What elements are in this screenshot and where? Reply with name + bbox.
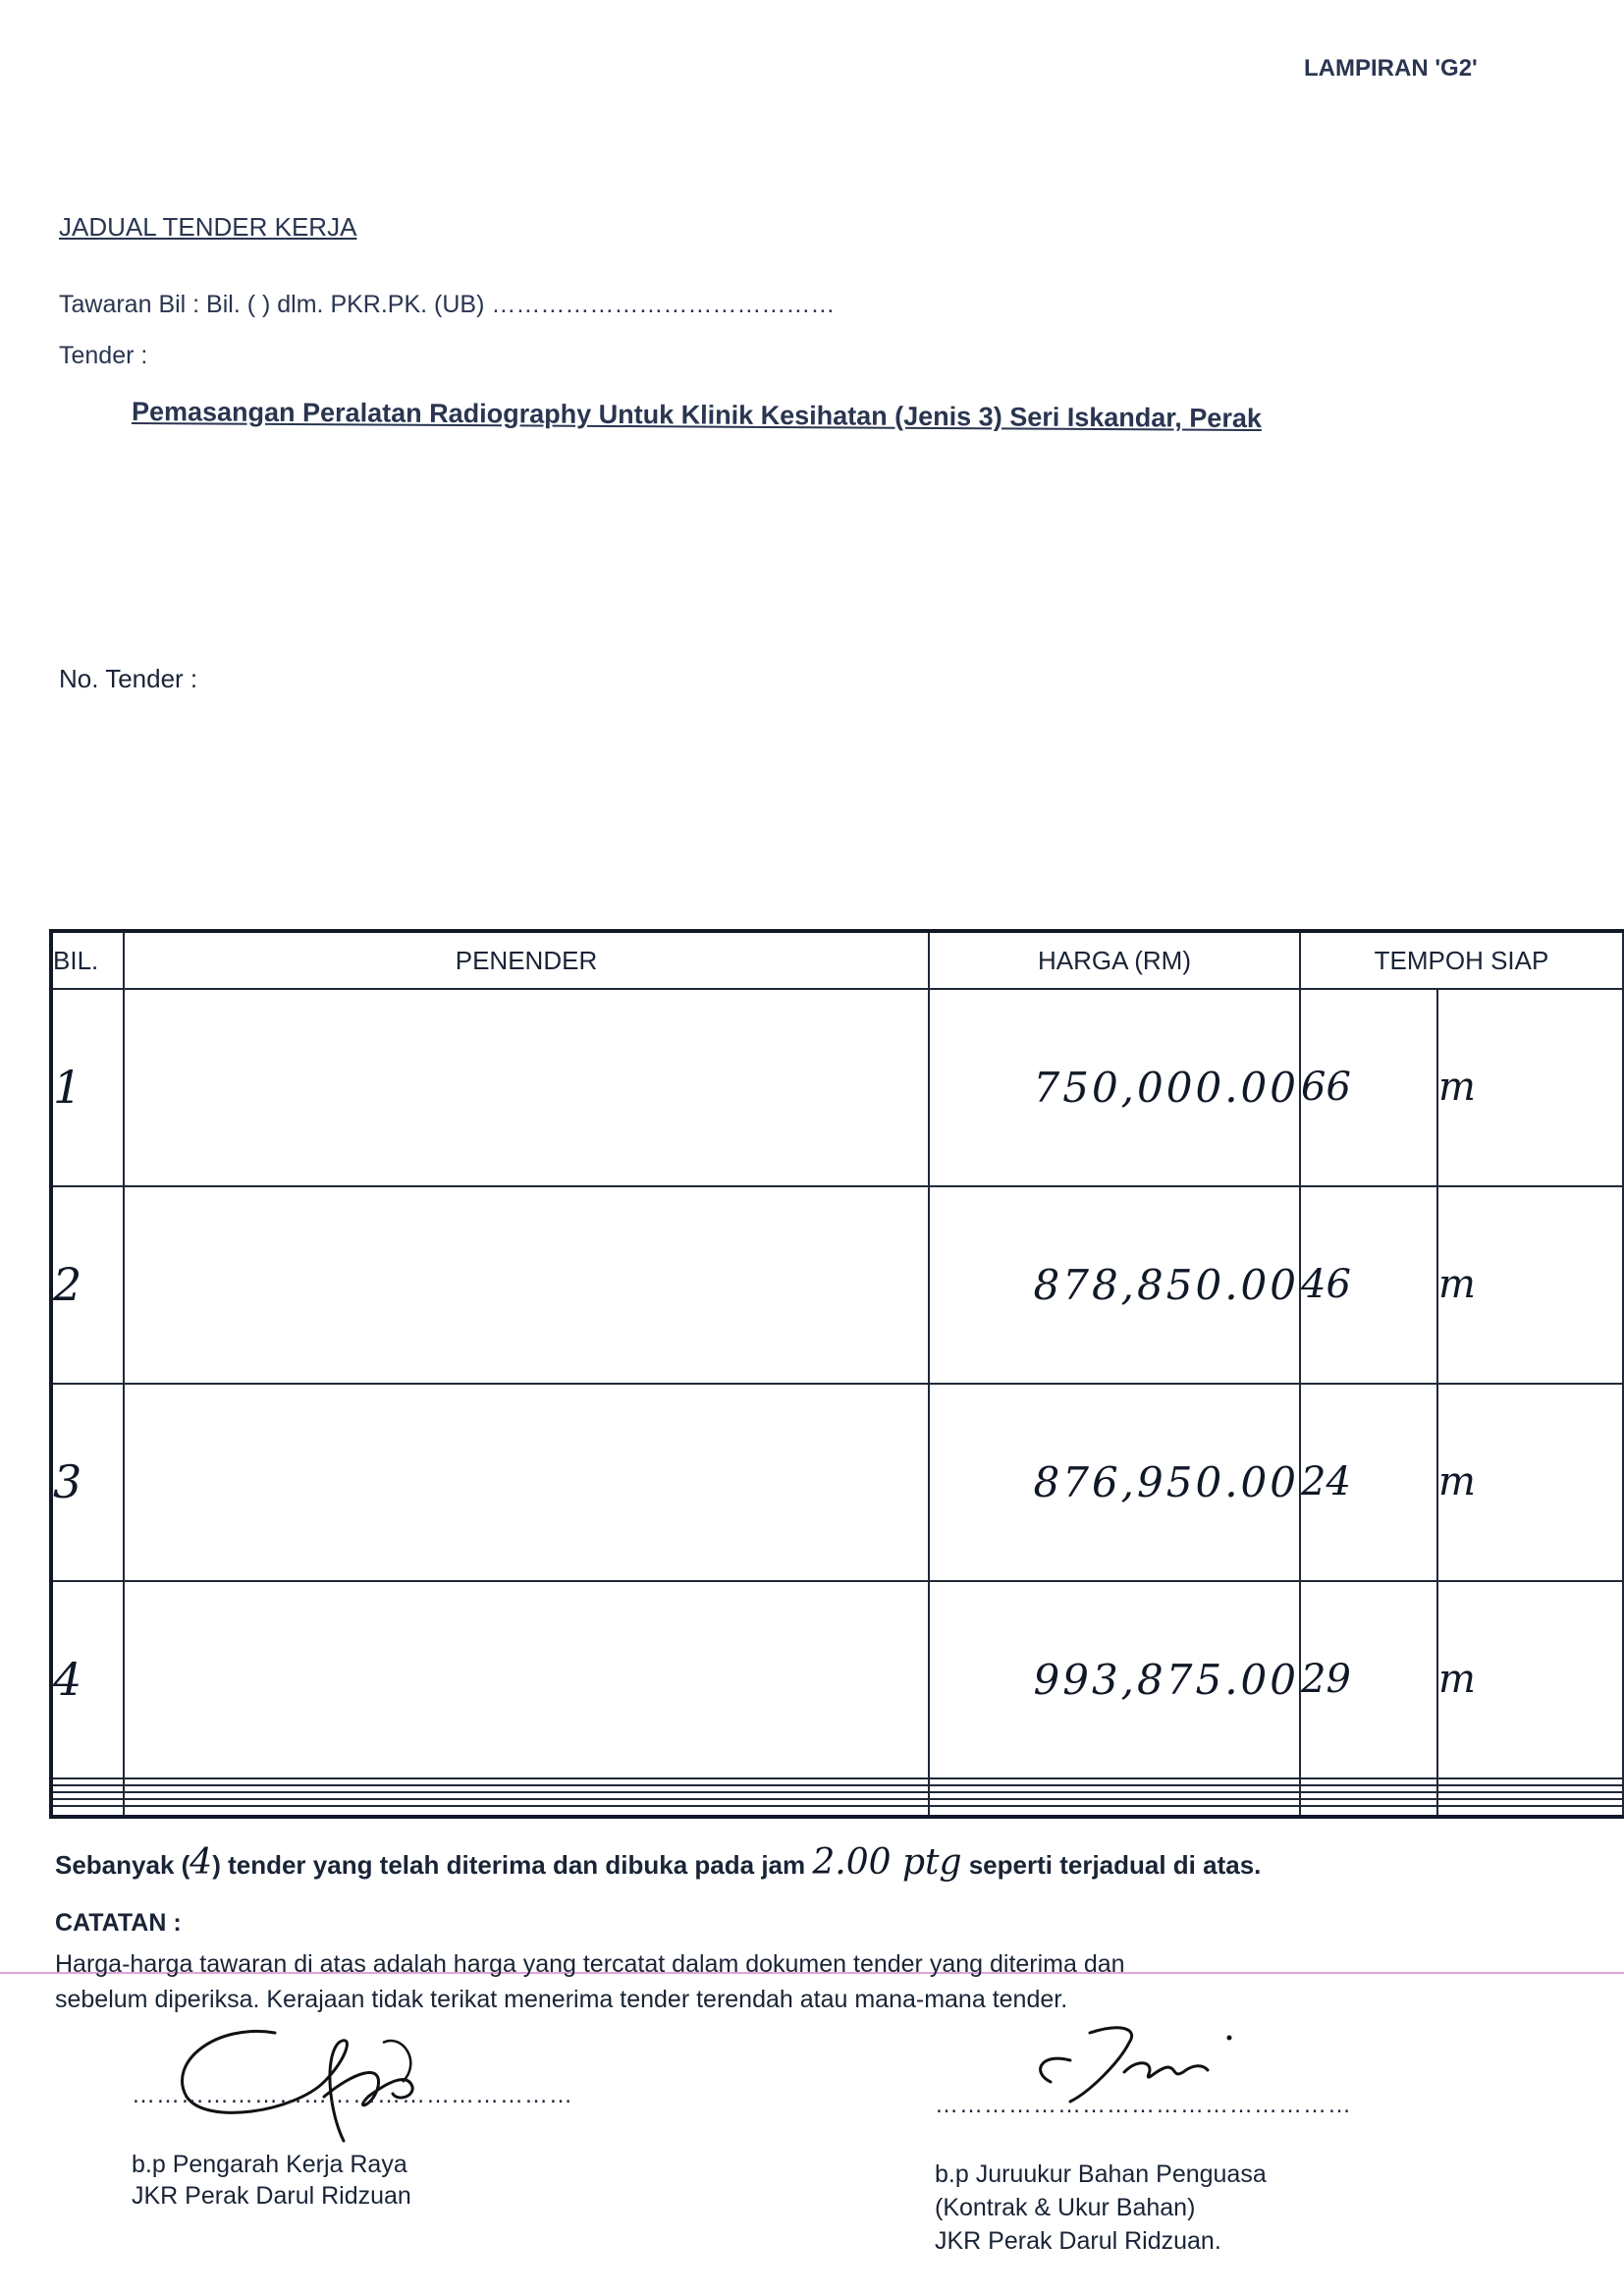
summary-suffix: seperti terjadual di atas. xyxy=(961,1850,1262,1880)
catatan-line-1: Harga-harga tawaran di atas adalah harga yang tercatat dalam dokumen tender yang diterima dan xyxy=(55,1950,1125,1978)
tempoh-unit-cell xyxy=(1437,1799,1623,1806)
no-tender-label: No. Tender : xyxy=(59,664,198,693)
right-signatory-title: b.p Juruukur Bahan Penguasa xyxy=(935,2160,1267,2188)
summary-middle: ) tender yang telah diterima dan dibuka pada jam xyxy=(212,1850,813,1880)
harga-cell xyxy=(929,1799,1300,1806)
tempoh-days-cell xyxy=(1300,1799,1437,1806)
table-row xyxy=(51,1778,1623,1785)
left-signature-line: ……………………………………………… xyxy=(132,2082,573,2108)
summary-line xyxy=(55,1842,1261,1883)
tempoh-days-cell xyxy=(1300,1792,1437,1799)
lampiran-label: LAMPIRAN 'G2' xyxy=(1304,55,1478,82)
right-signature-line: …………………………………………… xyxy=(935,2092,1352,2118)
table-row xyxy=(51,1806,1623,1817)
penender-cell xyxy=(124,1806,929,1817)
right-signatory-org: JKR Perak Darul Ridzuan. xyxy=(935,2227,1221,2255)
tender-table xyxy=(49,929,1624,1819)
tempoh-days-cell: 29 xyxy=(1300,1581,1437,1778)
tempoh-days-cell xyxy=(1300,1785,1437,1792)
bil-cell xyxy=(51,1778,124,1785)
header-bil: BIL. xyxy=(51,931,124,989)
header-tempoh: TEMPOH SIAP xyxy=(1300,931,1623,989)
tawaran-line: Tawaran Bil : Bil. ( ) dlm. PKR.PK. (UB) …………………………………… xyxy=(59,291,836,318)
tempoh-unit-cell: m xyxy=(1437,1186,1623,1384)
catatan-heading: CATATAN : xyxy=(55,1909,182,1937)
table-row xyxy=(51,989,1623,1186)
bil-cell: 2 xyxy=(51,1186,124,1384)
tender-name: Pemasangan Peralatan Radiography Untuk Klinik Kesihatan (Jenis 3) Seri Iskandar, Perak xyxy=(131,397,1263,434)
harga-cell: 993,875.00 xyxy=(929,1581,1300,1778)
tempoh-unit-cell xyxy=(1437,1792,1623,1799)
penender-cell xyxy=(124,1186,929,1384)
harga-cell: 878,850.00 xyxy=(929,1186,1300,1384)
harga-cell xyxy=(929,1785,1300,1792)
left-signatory-org: JKR Perak Darul Ridzuan xyxy=(132,2182,411,2210)
table-row xyxy=(51,1384,1623,1581)
summary-time: 2.00 ptg xyxy=(812,1842,962,1883)
tempoh-unit-cell xyxy=(1437,1778,1623,1785)
tempoh-days-cell: 24 xyxy=(1300,1384,1437,1581)
penender-cell xyxy=(124,1799,929,1806)
tempoh-unit-cell xyxy=(1437,1785,1623,1792)
bil-cell: 3 xyxy=(51,1384,124,1581)
tempoh-unit-cell xyxy=(1437,1806,1623,1817)
bil-cell xyxy=(51,1792,124,1799)
tempoh-days-cell: 46 xyxy=(1300,1186,1437,1384)
penender-cell xyxy=(124,1792,929,1799)
document-title: JADUAL TENDER KERJA xyxy=(59,212,357,242)
bil-cell: 4 xyxy=(51,1581,124,1778)
harga-cell xyxy=(929,1792,1300,1799)
tempoh-days-cell xyxy=(1300,1778,1437,1785)
table-row xyxy=(51,1792,1623,1799)
left-signature-icon xyxy=(157,2003,452,2151)
table-row xyxy=(51,1799,1623,1806)
bil-cell xyxy=(51,1806,124,1817)
table-row xyxy=(51,1186,1623,1384)
harga-cell xyxy=(929,1806,1300,1817)
tempoh-days-cell xyxy=(1300,1806,1437,1817)
table-header-row xyxy=(51,931,1623,989)
catatan-line-2: sebelum diperiksa. Kerajaan tidak terikat menerima tender terendah atau mana-mana tender. xyxy=(55,1986,1068,2013)
bil-cell xyxy=(51,1785,124,1792)
table-row xyxy=(51,1581,1623,1778)
header-penender: PENENDER xyxy=(124,931,929,989)
tempoh-unit-cell: m xyxy=(1437,989,1623,1186)
right-signatory-dept: (Kontrak & Ukur Bahan) xyxy=(935,2194,1196,2221)
summary-count: 4 xyxy=(189,1842,213,1883)
tempoh-days-cell: 66 xyxy=(1300,989,1437,1186)
penender-cell xyxy=(124,1581,929,1778)
harga-cell: 876,950.00 xyxy=(929,1384,1300,1581)
tender-label: Tender : xyxy=(59,342,148,369)
bil-cell: 1 xyxy=(51,989,124,1186)
tempoh-unit-cell: m xyxy=(1437,1581,1623,1778)
left-signatory-title: b.p Pengarah Kerja Raya xyxy=(132,2151,407,2178)
harga-cell xyxy=(929,1778,1300,1785)
penender-cell xyxy=(124,1778,929,1785)
penender-cell xyxy=(124,989,929,1186)
summary-prefix: Sebanyak ( xyxy=(55,1850,190,1880)
tempoh-unit-cell: m xyxy=(1437,1384,1623,1581)
harga-cell: 750,000.00 xyxy=(929,989,1300,1186)
table-row xyxy=(51,1785,1623,1792)
penender-cell xyxy=(124,1785,929,1792)
penender-cell xyxy=(124,1384,929,1581)
header-harga: HARGA (RM) xyxy=(929,931,1300,989)
bil-cell xyxy=(51,1799,124,1806)
